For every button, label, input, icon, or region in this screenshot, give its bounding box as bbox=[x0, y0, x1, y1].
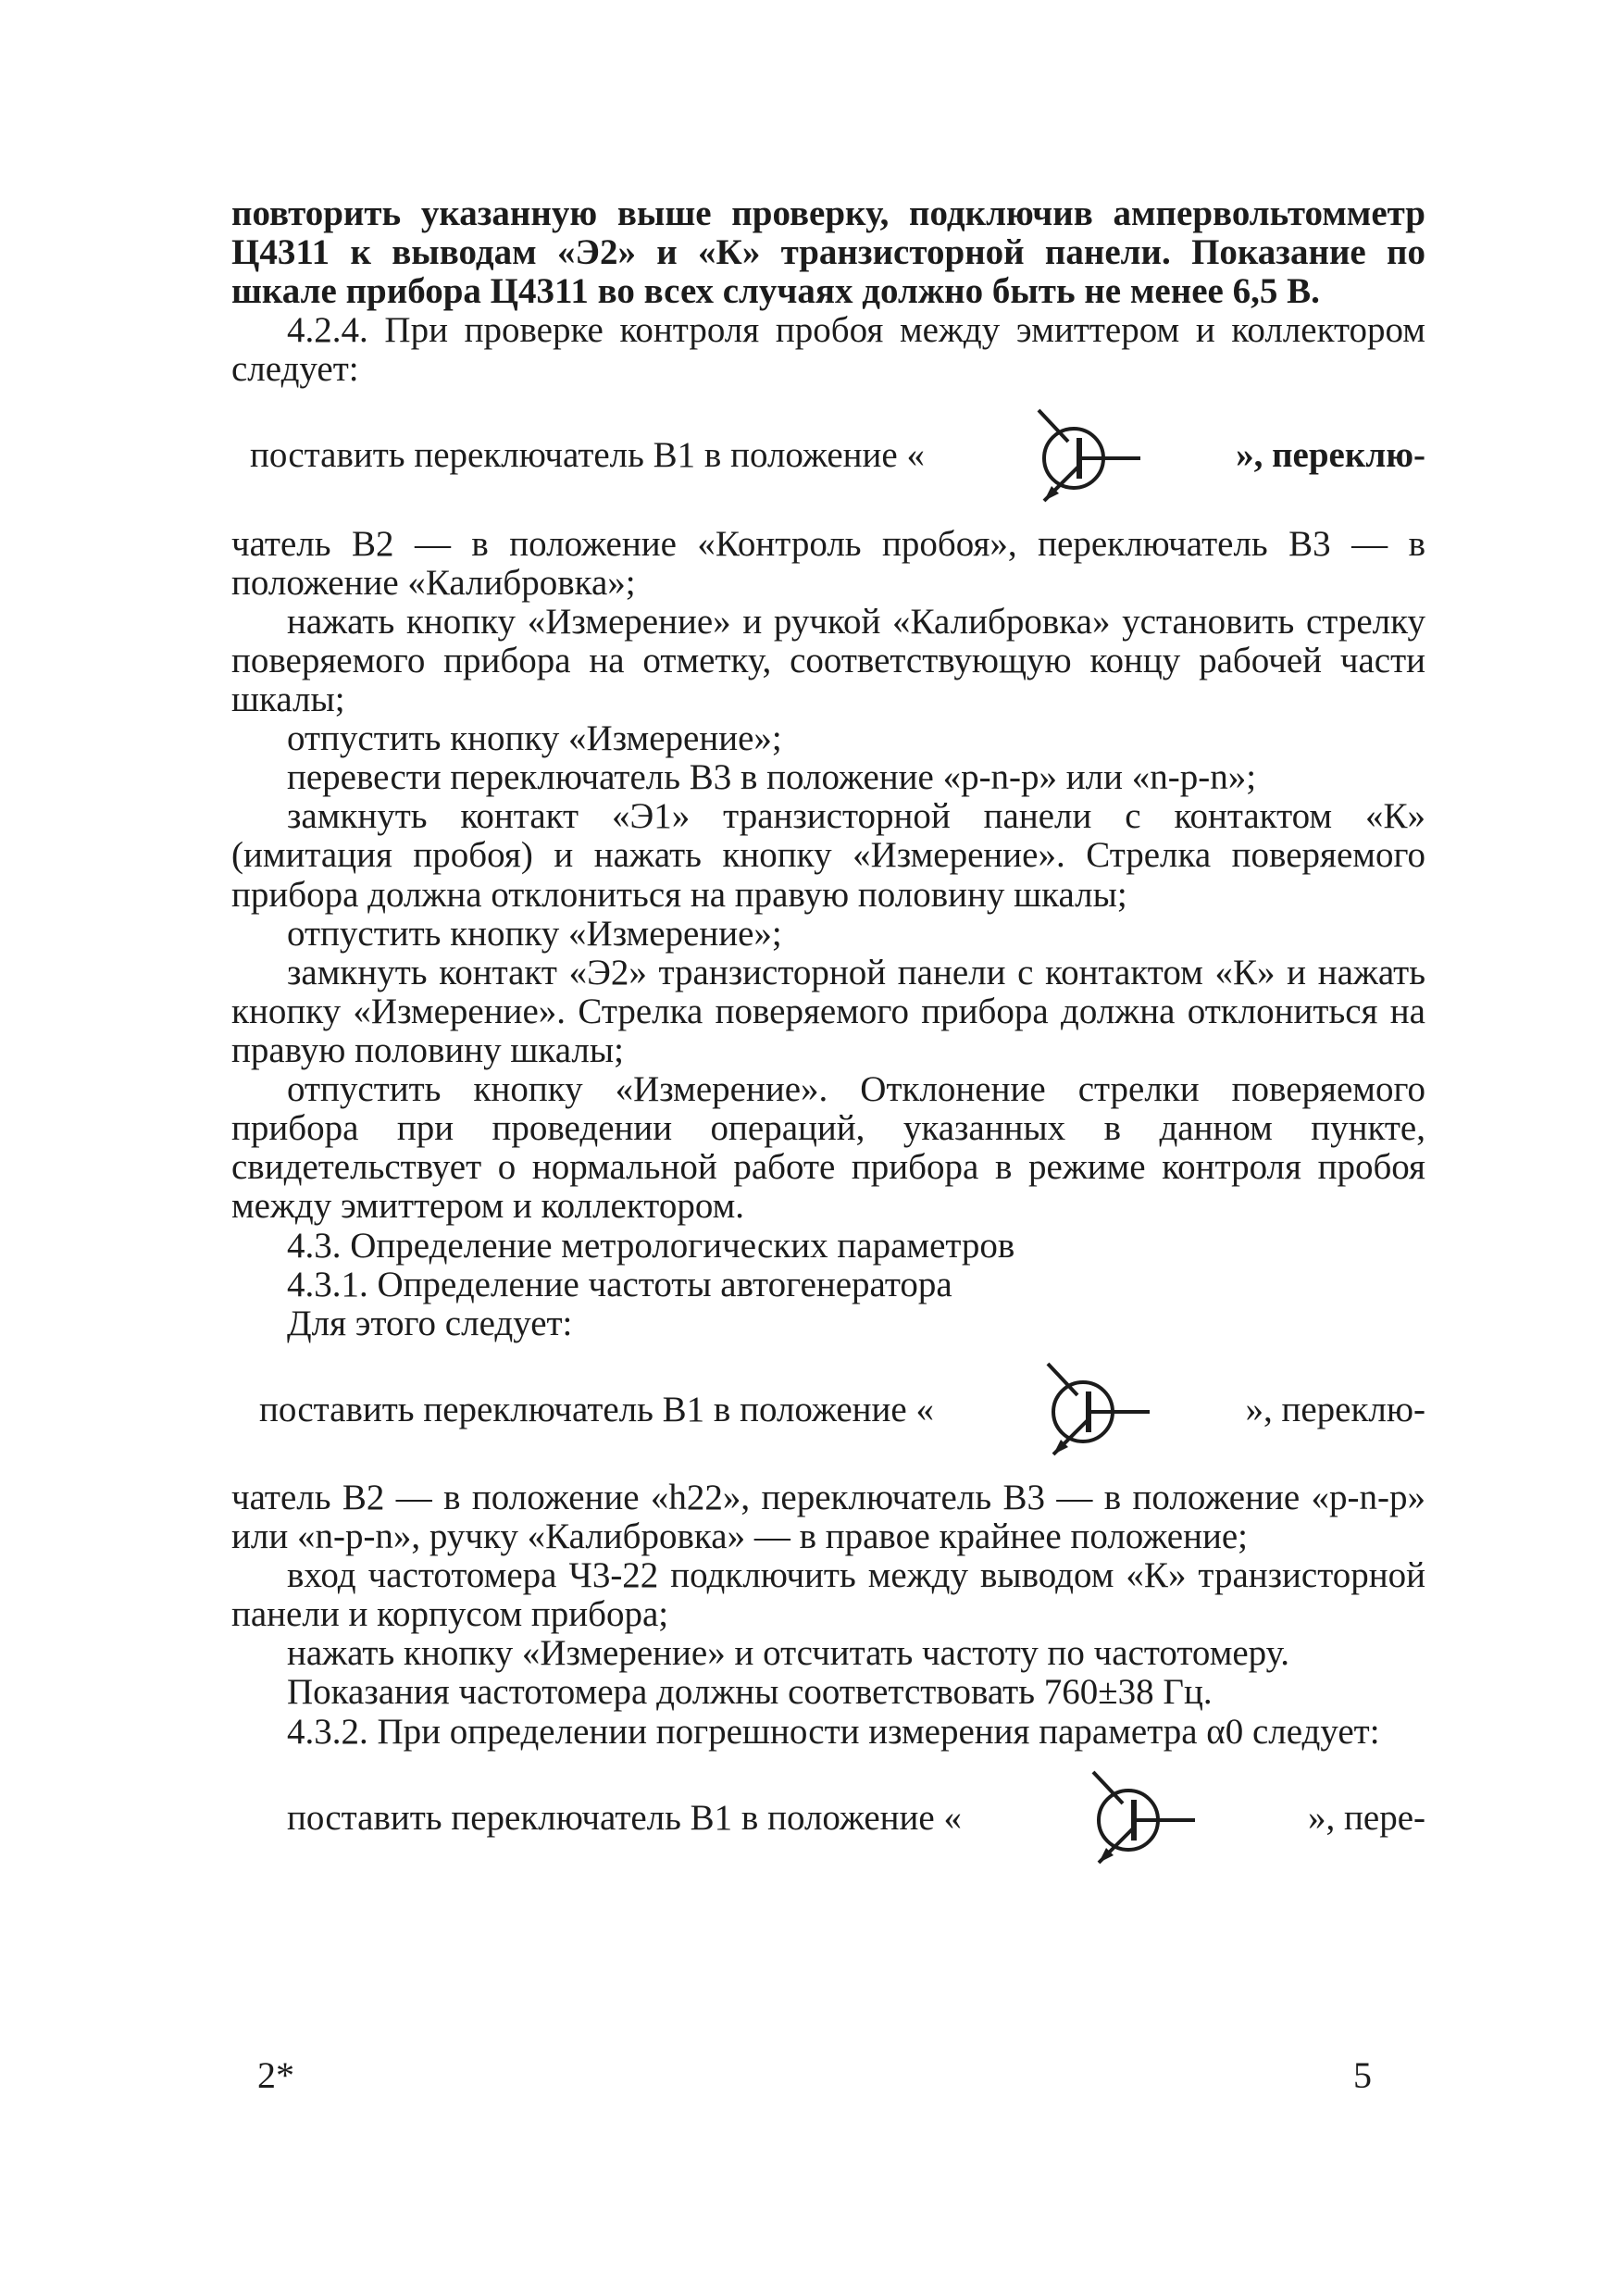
switch-position-text-continued: », пере- bbox=[1308, 1797, 1425, 1838]
signature-mark: 2* bbox=[257, 2054, 294, 2096]
paragraph: замкнуть контакт «Э1» транзисторной панели с контактом «К» (имитация пробоя) и нажать кнопку «Измерение». Стрелка поверяемого прибора должна отклониться на правую половину шкалы; bbox=[231, 796, 1425, 915]
paragraph: отпустить кнопку «Измерение». Отклонение стрелки поверяемого прибора при проведении операций, указанных в данном пункте, свидетельствует о нормальной работе прибора в режиме контроля пробоя между эмиттером и коллектором. bbox=[231, 1069, 1425, 1227]
transistor-symbol-icon bbox=[1065, 1763, 1204, 1874]
paragraph: чатель В2 — в положение «h22», переключатель В3 — в положение «p-n-p» или «n-p-n», ручку «Калибровка» — в правое крайнее положение; bbox=[231, 1477, 1425, 1556]
switch-position-line bbox=[231, 401, 1425, 512]
page-number: 5 bbox=[1353, 2054, 1372, 2096]
section-heading: 4.3. Определение метрологических параметров bbox=[287, 1225, 1015, 1266]
subsection-heading: 4.3.1. Определение частоты автогенератора bbox=[287, 1264, 952, 1304]
switch-position-text-continued: », переклю- bbox=[1236, 435, 1425, 476]
paragraph: 4.2.4. При проверке контроля пробоя между эмиттером и коллектором следует: bbox=[231, 310, 1425, 390]
switch-position-line bbox=[231, 1354, 1425, 1466]
paragraph: чатель В2 — в положение «Контроль пробоя», переключатель В3 — в положение «Калибровка»; bbox=[231, 523, 1425, 603]
switch-position-line bbox=[231, 1763, 1425, 1874]
switch-position-text: поставить переключатель В1 в положение « bbox=[287, 1797, 962, 1838]
paragraph: вход частотомера Ч3-22 подключить между выводом «К» транзисторной панели и корпусом прибора; bbox=[231, 1555, 1425, 1635]
paragraph: перевести переключатель В3 в положение «p-n-p» или «n-p-n»; bbox=[287, 757, 1257, 798]
page-footer bbox=[0, 2055, 1618, 2111]
paragraph: Для этого следует: bbox=[287, 1303, 573, 1343]
paragraph: нажать кнопку «Измерение» и отсчитать частоту по частотомеру. bbox=[287, 1633, 1290, 1674]
transistor-symbol-icon bbox=[1020, 1354, 1159, 1466]
switch-position-text: поставить переключатель В1 в положение « bbox=[250, 435, 925, 476]
transistor-symbol-icon bbox=[1011, 401, 1150, 512]
switch-position-text: поставить переключатель В1 в положение « bbox=[259, 1389, 934, 1429]
paragraph: отпустить кнопку «Измерение»; bbox=[287, 718, 782, 759]
paragraph: 4.3.2. При определении погрешности измерения параметра α0 следует: bbox=[287, 1711, 1380, 1752]
paragraph: отпустить кнопку «Измерение»; bbox=[287, 913, 782, 954]
page-body bbox=[231, 194, 1425, 1887]
paragraph: нажать кнопку «Измерение» и ручкой «Калибровка» установить стрелку поверяемого прибора на отметку, соответствующую концу рабочей части шкалы; bbox=[231, 601, 1425, 719]
switch-position-text-continued: », переклю- bbox=[1245, 1389, 1425, 1429]
paragraph: повторить указанную выше проверку, подключив ампервольтомметр Ц4311 к выводам «Э2» и «К» транзисторной панели. Показание по шкале прибора Ц4311 во всех случаях должно быть не менее 6,5 В. bbox=[231, 193, 1425, 312]
paragraph: Показания частотомера должны соответствовать 760±38 Гц. bbox=[287, 1672, 1213, 1713]
paragraph: замкнуть контакт «Э2» транзисторной панели с контактом «К» и нажать кнопку «Измерение». Стрелка поверяемого прибора должна отклониться на правую половину шкалы; bbox=[231, 952, 1425, 1070]
